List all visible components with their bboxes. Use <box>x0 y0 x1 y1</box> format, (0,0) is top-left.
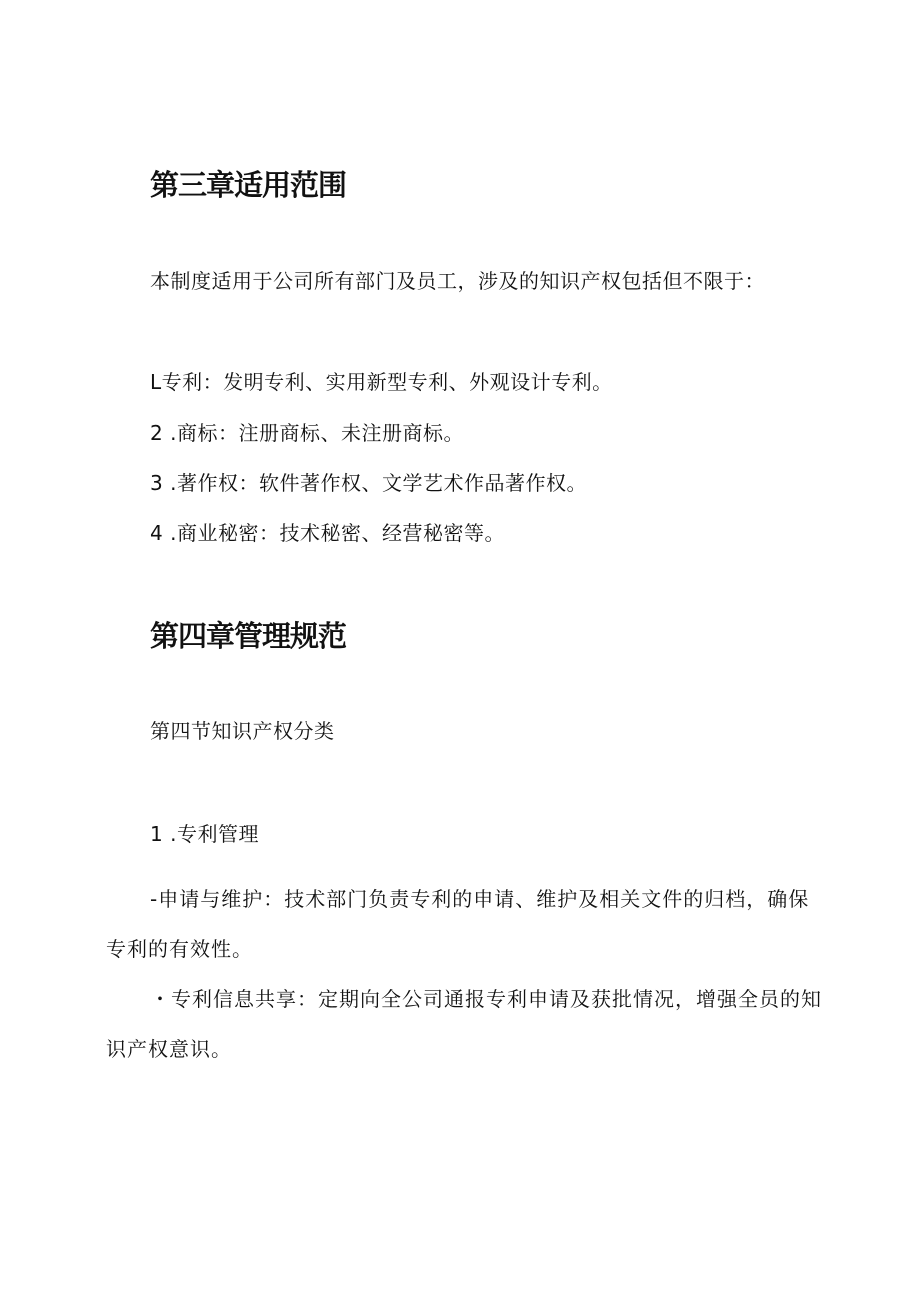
scope-item-trade-secret: 4 .商业秘密：技术秘密、经营秘密等。 <box>150 521 505 545</box>
chapter-3-intro: 本制度适用于公司所有部门及员工，涉及的知识产权包括但不限于： <box>150 269 765 293</box>
chapter-3-title: 第三章适用范围 <box>150 168 347 202</box>
paragraph-info-sharing: ・专利信息共享：定期向全公司通报专利申请及获批情况，增强全员的知识产权意识。 <box>106 987 822 1061</box>
chapter-4-title: 第四章管理规范 <box>150 619 347 653</box>
scope-item-copyright: 3 .著作权：软件著作权、文学艺术作品著作权。 <box>150 471 587 495</box>
paragraph-application-maintenance: -申请与维护：技术部门负责专利的申请、维护及相关文件的归档，确保专利的有效性。 <box>106 887 810 961</box>
scope-item-trademark: 2 .商标：注册商标、未注册商标。 <box>150 421 464 445</box>
subsection-title: 1 .专利管理 <box>150 822 259 846</box>
scope-item-patent: L专利：发明专利、实用新型专利、外观设计专利。 <box>150 370 613 394</box>
section-title: 第四节知识产权分类 <box>150 719 335 743</box>
